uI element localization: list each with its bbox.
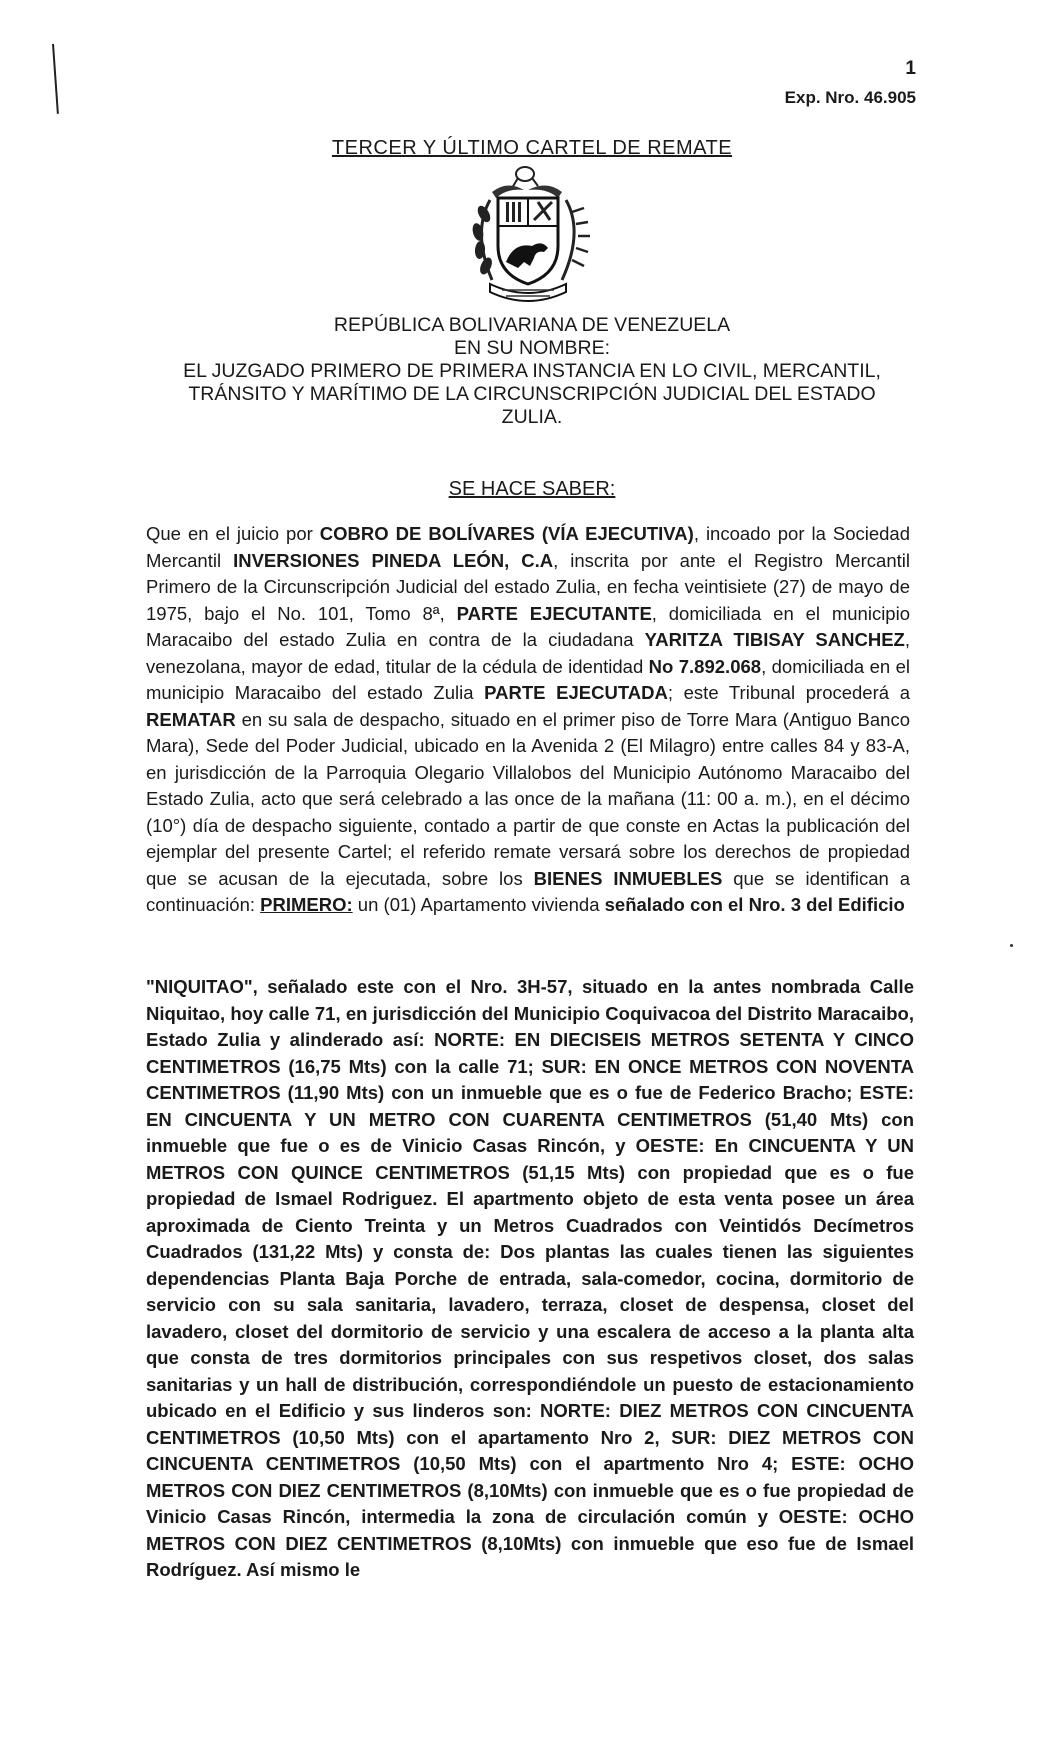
text-run: Que en el juicio por bbox=[146, 523, 320, 544]
text-run: ; este Tribunal procederá a bbox=[667, 682, 910, 703]
defendant-name: YARITZA TIBISAY SANCHEZ bbox=[644, 629, 905, 650]
page-number: 1 bbox=[905, 58, 916, 79]
parte-ejecutada-label: PARTE EJECUTADA bbox=[484, 682, 668, 703]
document-title: TERCER Y ÚLTIMO CARTEL DE REMATE bbox=[331, 137, 733, 159]
expediente-number: Exp. Nro. 46.905 bbox=[784, 88, 916, 107]
case-type: COBRO DE BOLÍVARES (VÍA EJECUTIVA) bbox=[319, 523, 694, 544]
bienes-inmuebles-label: BIENES INMUEBLES bbox=[533, 867, 723, 889]
text-run: que se identifican a continuación: bbox=[146, 867, 910, 915]
property-paragraph: "NIQUITAO", señalado este con el Nro. 3H-57, situado en la antes nombrada Calle Niquitao, hoy calle 71, en jurisdicción del Municipio Coquivacoa del Distrito Maracaibo, Estado Zulia y alinderado así: NORTE: EN DIECISEIS METROS SETENTA Y CINCO CENTIMETROS (16,75 Mts) con la calle 71; SUR: EN ONCE METROS CON NOVENTA CENTIMETROS (11,90 Mts) con un inmueble que es o fue de Federico Bracho; ESTE: EN CINCUENTA Y UN METRO CON CUARENTA CENTIMETROS (51,40 Mts) con inmueble que fue o es de Vinicio Casas Rincón, y OESTE: En CINCUENTA Y UN METROS CON QUINCE CENTIMETROS (51,15 Mts) con propiedad que es o fue propiedad de Ismael Rodriguez. El apartmento objeto de esta venta posee un área aproximada de Ciento Treinta y un Metros Cuadrados con Veintidós Decímetros Cuadrados (131,22 Mts) y consta de: Dos plantas las cuales tienen las siguientes dependencias Planta Baja Porche de entrada, sala-comedor, cocina, dormitorio de servicio con su sala sanitaria, lavadero, terraza, closet de despensa, closet del lavadero, closet del dormitorio de servicio y una escalera de acceso a la planta alta que consta de tres dormitorios principales con sus respetivos closet, dos salas sanitarias y un hall de distribución, correspondiéndole un puesto de estacionamiento ubicado en el Edificio y sus linderos son: NORTE: DIEZ METROS CON CINCUENTA CENTIMETROS (10,50 Mts) con el apartamento Nro 2, SUR: DIEZ METROS CON CINCUENTA CENTIMETROS (10,50 Mts) con el apartmento Nro 4; ESTE: OCHO METROS CON DIEZ CENTIMETROS (8,10Mts) con inmueble que es o fue propiedad de Vinicio Casas Rincón, intermedia la zona de circulación común y OESTE: OCHO METROS CON DIEZ CENTIMETROS (8,10Mts) con inmueble que eso fue de Ismael Rodríguez. Así mismo le bbox=[146, 976, 914, 1580]
court-heading bbox=[140, 314, 924, 429]
heading-court-line-2: TRÁNSITO Y MARÍTIMO DE LA CIRCUNSCRIPCIÓN JUDICIAL DEL ESTADO bbox=[188, 383, 876, 405]
id-number: No 7.892.068 bbox=[648, 655, 762, 677]
coat-of-arms-icon bbox=[462, 162, 592, 312]
text-run: , domiciliada en el municipio Maracaibo del estado Zulia bbox=[146, 655, 910, 703]
text-run: , inscrita por ante el Registro Mercantil Primero de la Circunscripción Judicial del estado Zulia, en fecha veintisiete (27) de mayo de 1975, bajo el No. 101, Tomo 8ª, bbox=[146, 549, 910, 624]
primero-label: PRIMERO: bbox=[260, 894, 353, 915]
heading-court-line-1: EL JUZGADO PRIMERO DE PRIMERA INSTANCIA EN LO CIVIL, MERCANTIL, bbox=[183, 360, 881, 382]
text-run: , venezolana, mayor de edad, titular de la cédula de identidad bbox=[146, 629, 910, 677]
heading-court-line-3: ZULIA. bbox=[501, 406, 563, 428]
text-run: un (01) Apartamento vivienda bbox=[352, 894, 605, 915]
rematar-label: REMATAR bbox=[146, 708, 236, 730]
text-run: en su sala de despacho, situado en el primer piso de Torre Mara (Antiguo Banco Mara), Sede del Poder Judicial, ubicado en la Avenida 2 (El Milagro) entre calles 84 y 83-A, en jurisdicción de la Parroquia Olegario Villalobos del Municipio Autónomo Maracaibo del Estado Zulia, acto que será celebrado a las once de la mañana (11: 00 a. m.), en el décimo (10°) día de despacho siguiente, contado a partir de que conste en Actas la publicación del ejemplar del presente Cartel; el referido remate versará sobre los derechos de propiedad que se acusan de la ejecutada, sobre los bbox=[146, 708, 910, 889]
parte-ejecutante-label: PARTE EJECUTANTE bbox=[456, 602, 652, 624]
property-description bbox=[146, 974, 914, 1584]
text-run: , incoado por la Sociedad Mercantil bbox=[146, 523, 910, 571]
plaintiff-name: INVERSIONES PINEDA LEÓN, C.A bbox=[233, 549, 554, 571]
scan-speck bbox=[1010, 944, 1013, 947]
margin-pen-mark bbox=[52, 44, 59, 114]
notice-paragraph bbox=[146, 521, 910, 919]
se-hace-saber-heading: SE HACE SABER: bbox=[448, 478, 616, 500]
apartment-number: señalado con el Nro. 3 del Edificio bbox=[604, 894, 905, 915]
notice-body bbox=[146, 521, 910, 919]
text-run: , domiciliada en el municipio Maracaibo del estado Zulia en contra de la ciudadana bbox=[146, 602, 910, 650]
heading-republic: REPÚBLICA BOLIVARIANA DE VENEZUELA bbox=[333, 314, 731, 336]
heading-en-su-nombre: EN SU NOMBRE: bbox=[453, 337, 611, 359]
